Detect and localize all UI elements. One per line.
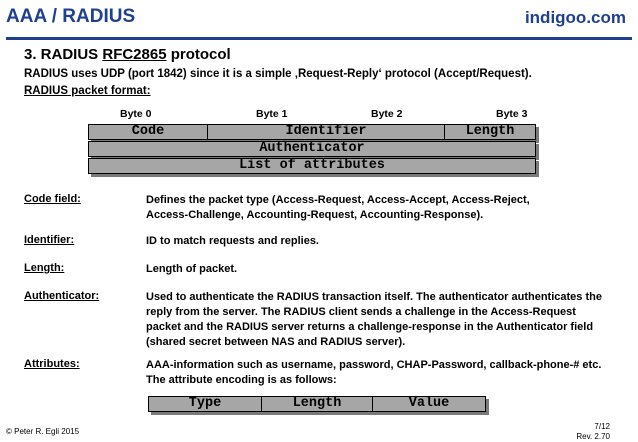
length-cell: Length xyxy=(465,124,515,139)
brand-logo-text: indigoo.com xyxy=(524,8,626,27)
desc-line: packet and the RADIUS server returns a challenge-response in the Authenticator field xyxy=(146,321,594,333)
byte-label-3: Byte 3 xyxy=(496,108,528,120)
slide-title: AAA / RADIUS xyxy=(6,6,136,27)
header-divider xyxy=(6,37,632,40)
desc-line: The attribute encoding is as follows: xyxy=(146,374,337,386)
desc-line: ID to match requests and replies. xyxy=(146,235,319,247)
section-title-suffix: protocol xyxy=(166,46,231,63)
desc-line: (shared secret between NAS and RADIUS server). xyxy=(146,336,406,348)
attribute-row xyxy=(148,396,486,412)
field-label-attributes: Attributes: xyxy=(24,358,80,370)
code-cell: Code xyxy=(89,125,208,139)
rfc-link: RFC2865 xyxy=(102,46,167,63)
field-desc-code xyxy=(146,193,630,223)
byte-label-2: Byte 2 xyxy=(371,108,403,120)
field-label-code: Code field: xyxy=(24,193,81,205)
revision: Rev. 2.70 xyxy=(576,432,610,441)
byte-label-0: Byte 0 xyxy=(120,108,152,120)
intro-text: RADIUS uses UDP (port 1842) since it is a simple ‚Request-Reply‘ protocol (Accept/Request). xyxy=(24,68,532,80)
attributes-cell: List of attributes xyxy=(239,158,385,173)
page-number: 7/12 xyxy=(594,422,610,431)
identifier-cell: Identifier xyxy=(208,125,445,139)
field-desc-authenticator xyxy=(146,290,630,350)
attr-value-cell: Value xyxy=(408,396,450,411)
packet-row-attributes xyxy=(88,158,536,174)
section-title-prefix: 3. RADIUS xyxy=(24,46,103,63)
authenticator-cell: Authenticator xyxy=(259,141,365,156)
desc-line: Length of packet. xyxy=(146,263,238,275)
field-desc-identifier xyxy=(146,234,630,249)
copyright: © Peter R. Egli 2015 xyxy=(6,427,80,436)
section-title xyxy=(24,46,231,63)
desc-line: reply from the server. The RADIUS client sends a challenge in the Access-Request xyxy=(146,306,576,318)
desc-line: Used to authenticate the RADIUS transaction itself. The authenticator authenticates the xyxy=(146,291,602,303)
desc-line: Defines the packet type (Access-Request, Access-Accept, Access-Reject, xyxy=(146,194,530,206)
field-label-authenticator: Authenticator: xyxy=(24,290,100,302)
desc-line: AAA-information such as username, password, CHAP-Password, callback-phone-# etc. xyxy=(146,359,602,371)
field-label-length: Length: xyxy=(24,262,65,274)
field-desc-length xyxy=(146,262,630,277)
packet-row-authenticator xyxy=(88,141,536,157)
packet-row-header xyxy=(88,124,536,140)
field-desc-attributes xyxy=(146,358,630,388)
byte-label-1: Byte 1 xyxy=(256,108,288,120)
field-label-identifier: Identifier: xyxy=(24,234,75,246)
packet-format-heading: RADIUS packet format: xyxy=(24,85,151,97)
attr-type-cell: Type xyxy=(149,397,262,411)
desc-line: Access-Challenge, Accounting-Request, Accounting-Response). xyxy=(146,209,484,221)
attr-length-cell: Length xyxy=(262,397,373,411)
